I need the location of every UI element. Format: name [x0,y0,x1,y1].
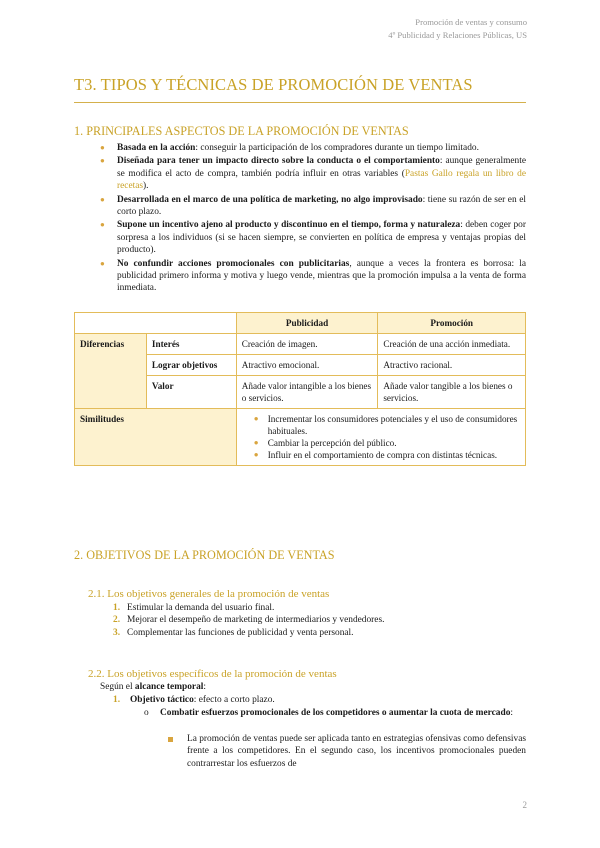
column-header-promocion: Promoción [378,313,526,334]
list-item: ● Diseñada para tener un impacto directo sobre la conducta o el comportamiento: aunque generalmente se modifica el acto de compra, también podría influir en otras variables (Pastas Gallo regala un libro de recetas). [100,156,527,192]
column-header-publicidad: Publicidad [236,313,378,334]
sub-sub-paragraph: La promoción de ventas puede ser aplicada tanto en estrategias ofensivas como defensivas frente a los competidores. En el segundo caso, los incentivos promocionales pueden contrarrestar los esfuerzos de [168,733,526,770]
bullet-icon: ● [100,258,105,268]
table-row [75,334,526,355]
similitudes-cell [236,409,525,466]
bullet-icon: ● [100,143,105,152]
list-item: ● Basada en la acción: conseguir la participación de los compradores durante un tiempo limitado. [100,143,479,153]
page-number: 2 [522,800,527,810]
table-cell: Añade valor tangible a los bienes o servicios. [378,376,526,409]
table-cell: Añade valor intangible a los bienes o servicios. [236,376,378,409]
title-divider [74,102,526,103]
section2-heading: 2. OBJETIVOS DE LA PROMOCIÓN DE VENTAS [74,548,335,562]
section1-heading: 1. PRINCIPALES ASPECTOS DE LA PROMOCIÓN DE VENTAS [74,124,409,138]
list-item: ● Incrementar los consumidores potenciales y el uso de consumidores habituales. [253,414,518,436]
subsection-2-1-heading: 2.1. Los objetivos generales de la promoción de ventas [88,588,330,600]
row-label: Valor [146,376,236,409]
bullet-icon: ● [253,450,259,459]
table-header-row [75,313,526,334]
list-item: ● Supone un incentivo ajeno al producto y discontinuo en el tiempo, forma y naturaleza: deben coger por sorpresa a los individuos (si se hacen siempre, se convierten en política de empresa y ventajas propias del producto). [100,220,526,256]
list-item: 3. Complementar las funciones de publicidad y venta personal. [113,627,354,638]
row-group-similitudes: Similitudes [75,409,237,466]
example-link: Pastas Gallo regala un libro de recetas [117,168,527,192]
row-label: Lograr objetivos [146,355,236,376]
bullet-icon: ● [253,438,259,447]
table-cell: Creación de imagen. [236,334,378,355]
table-cell: Atractivo emocional. [236,355,378,376]
bullet-icon: ● [100,194,105,204]
sub-objective: o Combatir esfuerzos promocionales de los competidores o aumentar la cuota de mercado: [144,708,514,718]
header-course: Promoción de ventas y consumo [415,17,527,27]
comparison-table [74,312,526,466]
page-header [388,16,527,42]
row-group-diferencias: Diferencias [75,334,147,409]
square-bullet-icon [168,737,173,742]
circle-marker: o [144,708,149,718]
table-cell: Atractivo racional. [378,355,526,376]
bullet-icon: ● [253,414,259,423]
list-item: 1. Estimular la demanda del usuario final. [113,603,275,613]
table-row [75,409,526,466]
list-item: ● No confundir acciones promocionales con publicitarias, aunque a veces la frontera es borrosa: la publicidad primero informa y motiva y luego vende, mientras que la promoción impulsa a la venta de forma inmediata. [100,258,526,294]
objectives-list [113,602,384,639]
scope-intro: Según el alcance temporal: [100,682,206,692]
subsection-2-2-heading: 2.2. Los objetivos específicos de la promoción de ventas [88,668,337,680]
bullet-icon: ● [100,220,105,230]
list-item: ● Desarrollada en el marco de una política de marketing, no algo improvisado: tiene su razón de ser en el corto plazo. [100,194,526,218]
section1-bullets [100,142,526,296]
table-corner [75,313,237,334]
list-item: ● Influir en el comportamiento de compra con distintas técnicas. [253,450,498,460]
list-item: 2. Mejorar el desempeño de marketing de intermediarios y vendedores. [113,615,385,626]
row-label: Interés [146,334,236,355]
list-item: ● Cambiar la percepción del público. [253,438,397,448]
table-cell: Creación de una acción inmediata. [378,334,526,355]
similitudes-list [242,413,520,461]
header-degree: 4º Publicidad y Relaciones Públicas, US [388,30,527,40]
document-title: T3. TIPOS Y TÉCNICAS DE PROMOCIÓN DE VENTAS [74,75,473,94]
tactical-objective: 1. Objetivo táctico: efecto a corto plazo. [113,695,275,705]
bullet-icon: ● [100,156,105,166]
